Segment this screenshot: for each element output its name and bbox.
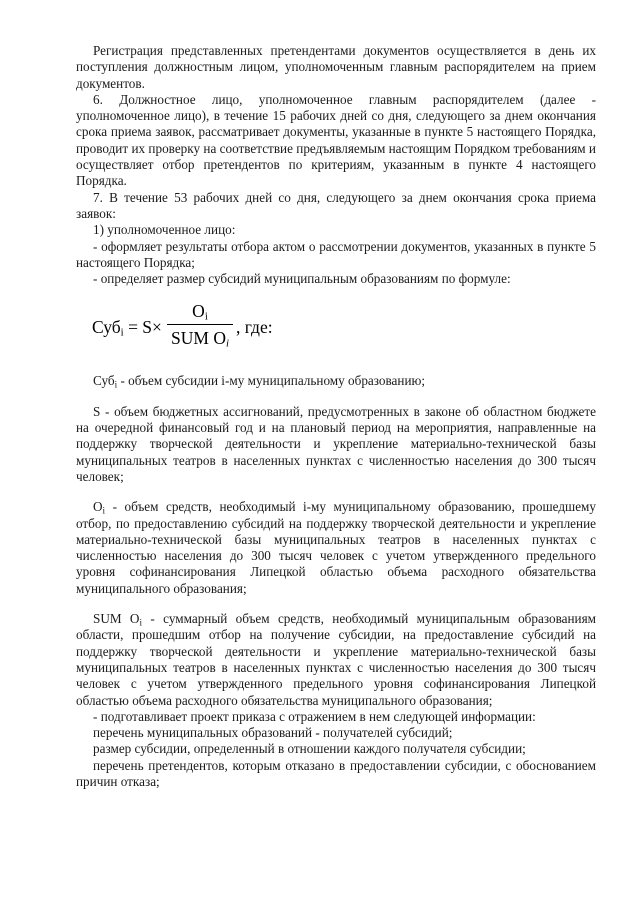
definition-o-i-symbol-sub: i xyxy=(102,505,106,516)
formula-numerator-base: O xyxy=(192,301,205,322)
paragraph-registration: Регистрация представленных претендентами документов осуществляется в день их поступления должностным лицом, уполномоченным главным распорядителем на прием документов. xyxy=(76,43,596,91)
definition-sub-i-symbol: Суб xyxy=(93,373,115,389)
definition-s: S - объем бюджетных ассигнований, предусмотренных в законе об областном бюджете на очередной финансовый год и на плановый период на мероприятия, направленные на поддержку творческой деятельности и укрепление материально-технической базы муниципальных театров в населенных пунктах с численностью населения до 300 тысяч человек; xyxy=(76,403,596,484)
paragraph-refusal-list: перечень претендентов, которым отказано в предоставлении субсидии, с обоснованием причин отказа; xyxy=(76,757,596,789)
paragraph-prepare-order: - подготавливает проект приказа с отражением в нем следующей информации: xyxy=(93,708,536,724)
spacer xyxy=(76,390,596,404)
definition-sub-i xyxy=(76,373,596,389)
definition-sum-o-i-symbol: SUM O xyxy=(93,611,140,627)
definition-o-i-symbol: O xyxy=(93,499,103,515)
paragraph-subsidy-size: размер субсидии, определенный в отношении каждого получателя субсидии; xyxy=(93,741,526,757)
formula-numerator xyxy=(167,301,233,324)
formula-tail: , где: xyxy=(236,317,273,338)
definition-o-i xyxy=(76,499,596,597)
document-page xyxy=(76,43,596,790)
formula-lhs xyxy=(92,317,162,340)
formula-fraction-bar xyxy=(167,324,233,325)
formula-denominator xyxy=(167,327,233,349)
definition-sum-o-i-text: - суммарный объем средств, необходимый муниципальным образованиям области, прошедшим отбор на получение субсидии, на предоставление субсидий на поддержку творческой деятельности и укрепление материально-технической базы муниципальных театров в населенных пунктах с численностью населения до 300 тысяч человек с учетом утвержденного предельного уровня софинансирования Липецкой областью объема расходного обязательства муниципального образования; xyxy=(76,611,596,708)
paragraph-act-results: - оформляет результаты отбора актом о рассмотрении документов, указанных в пункте 5 настоящего Порядка; xyxy=(76,238,596,270)
paragraph-recipients-list: перечень муниципальных образований - получателей субсидий; xyxy=(93,725,453,741)
formula-numerator-sub: i xyxy=(204,311,208,324)
definition-sub-i-text: - объем субсидии i-му муниципальному образованию; xyxy=(117,373,426,389)
formula-denominator-base: SUM O xyxy=(171,328,226,349)
definition-sum-o-i-symbol-sub: i xyxy=(139,617,143,628)
formula-denominator-sub: i xyxy=(225,338,229,351)
paragraph-item-6: 6. Должностное лицо, уполномоченное главным распорядителем (далее - уполномоченное лицо), в течение 15 рабочих дней со дня, следующего за днем окончания срока приема заявок, рассматривает документы, указанные в пункте 5 настоящего Порядка, проводит их проверку на соответствие предъявляемым настоящим Порядком требованиям и осуществляет отбор претендентов по критериям, указанным в пункте 4 настоящего Порядка. xyxy=(76,91,596,189)
spacer xyxy=(76,485,596,499)
formula-lhs-sub: i xyxy=(120,327,124,340)
formula-fraction xyxy=(167,301,233,349)
definition-o-i-text: - объем средств, необходимый i-му муниципальному образованию, прошедшему отбор, по предоставлению субсидий на поддержку творческой деятельности и укрепление материально-технической базы муниципальных театров в населенных пунктах с численностью населения до 300 тысяч человек с учетом утвержденного предельного уровня софинансирования Липецкой областью объема расходного обязательства муниципального образования; xyxy=(76,499,596,596)
paragraph-subitem-1: 1) уполномоченное лицо: xyxy=(93,222,236,238)
spacer xyxy=(76,597,596,611)
subsidy-formula xyxy=(76,301,596,373)
paragraph-formula-intro: - определяет размер субсидий муниципальным образованиям по формуле: xyxy=(93,271,511,287)
formula-operator: = S× xyxy=(123,317,162,338)
definition-sum-o-i xyxy=(76,611,596,709)
definition-sub-i-symbol-sub: i xyxy=(114,379,118,390)
formula-lhs-base: Суб xyxy=(92,317,121,338)
paragraph-item-7: 7. В течение 53 рабочих дней со дня, следующего за днем окончания срока приема заявок: xyxy=(76,189,596,221)
